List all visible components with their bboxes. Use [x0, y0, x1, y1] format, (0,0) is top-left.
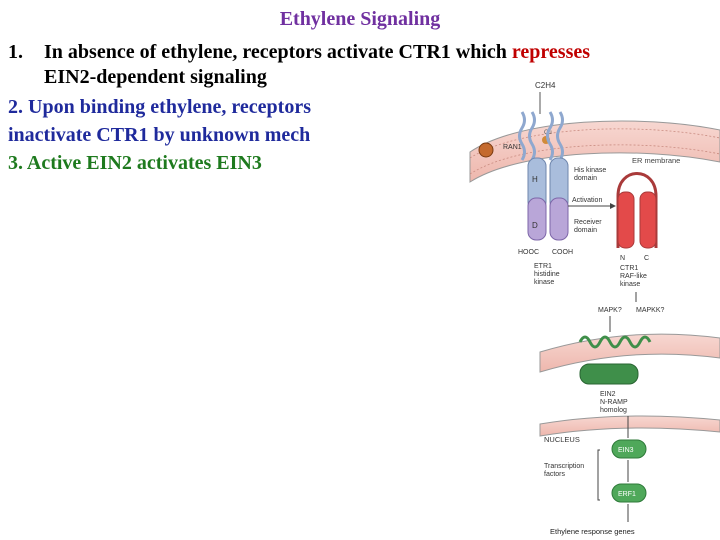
ctr1-label-3: kinase: [620, 281, 641, 288]
d-label: D: [532, 221, 538, 230]
cooh-label: COOH: [552, 249, 573, 256]
slide-title: Ethylene Signaling: [279, 8, 441, 30]
c-label: C: [644, 255, 650, 262]
etr1-label-3: kinase: [534, 279, 555, 286]
ein2-label-2: N-RAMP: [600, 399, 628, 406]
point-2-line-2: inactivate CTR1 by unknown mech: [8, 124, 311, 146]
response-genes-label: Ethylene response genes: [550, 527, 635, 536]
ctr1-label-1: CTR1: [620, 265, 639, 272]
nucleus-label: NUCLEUS: [544, 435, 580, 444]
er-membrane-label: ER membrane: [632, 156, 681, 165]
receiver-label-2: domain: [574, 227, 597, 234]
point-2-line-1: 2. Upon binding ethylene, receptors: [8, 96, 311, 118]
point-1-highlight: represses: [511, 41, 591, 63]
etr1-receiver-left: [528, 198, 546, 240]
point-3: 3. Active EIN2 activates EIN3: [8, 152, 262, 174]
point-1-line-1: [44, 41, 590, 64]
point-1-text: In absence of ethylene, receptors activate CTR1 which: [44, 41, 512, 63]
ein2-domain: [580, 364, 638, 384]
tf-label-1: Transcription: [544, 463, 585, 470]
receiver-label-1: Receiver: [574, 219, 602, 226]
hooc-label: HOOC: [518, 249, 539, 256]
ran1-label: RAN1: [503, 144, 522, 151]
etr1-label-1: ETR1: [534, 263, 552, 270]
point-1-number: 1.: [8, 41, 23, 63]
ein3-label: EIN3: [618, 447, 634, 454]
ein2-label-1: EIN2: [600, 391, 616, 398]
ctr1-right-domain: [640, 192, 656, 248]
etr1-label-2: histidine: [534, 271, 560, 278]
activation-label: Activation: [572, 197, 603, 204]
ran1-icon: [479, 143, 493, 157]
ein2-label-3: homolog: [600, 407, 627, 414]
ligand-label: C2H4: [535, 81, 556, 90]
cu-label: Cu: [544, 130, 552, 136]
mapkk-label: MAPKK?: [636, 307, 665, 314]
nuclear-envelope: [540, 416, 720, 436]
his-kinase-label-1: His kinase: [574, 167, 607, 174]
his-kinase-label-2: domain: [574, 175, 597, 182]
point-1-line-2: EIN2-dependent signaling: [44, 66, 267, 88]
activation-arrowhead: [610, 203, 616, 209]
ethylene-pathway-diagram: [460, 70, 720, 540]
tf-bracket: [598, 450, 600, 500]
ctr1-label-2: RAF-like: [620, 273, 647, 280]
tf-label-2: factors: [544, 471, 566, 478]
erf1-label: ERF1: [618, 491, 636, 498]
h-label: H: [532, 175, 538, 184]
n-label: N: [620, 255, 626, 262]
etr1-receiver-right: [550, 198, 568, 240]
mapk-label: MAPK?: [598, 307, 622, 314]
ctr1-left-domain: [618, 192, 634, 248]
